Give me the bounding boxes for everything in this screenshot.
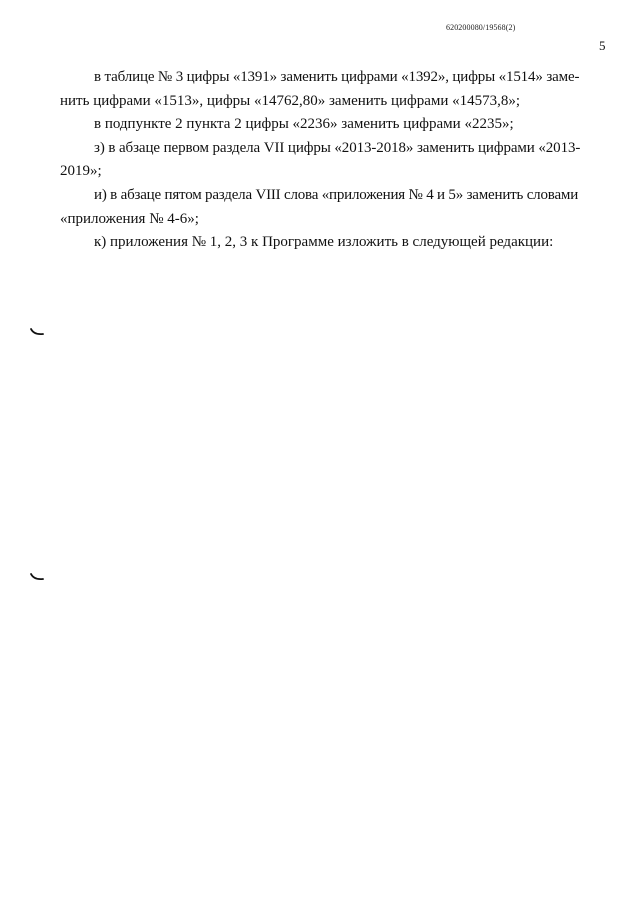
text-line: в подпункте 2 пункта 2 цифры «2236» заменить цифрами «2235»; bbox=[94, 116, 514, 133]
scan-mark-icon bbox=[30, 573, 44, 581]
paragraph bbox=[60, 231, 607, 255]
paragraph bbox=[60, 137, 607, 184]
text-line: 2019»; bbox=[60, 163, 102, 180]
text-line: з) в абзаце первом раздела VII цифры «2013-2018» заменить цифрами «2013- bbox=[94, 139, 581, 156]
scan-mark-icon bbox=[30, 328, 44, 336]
text-line: «приложения № 4-6»; bbox=[60, 210, 199, 227]
paragraph bbox=[60, 184, 607, 231]
text-line: и) в абзаце пятом раздела VIII слова «приложения № 4 и 5» заменить словами bbox=[94, 186, 579, 203]
text-line: нить цифрами «1513», цифры «14762,80» заменить цифрами «14573,8»; bbox=[60, 92, 521, 109]
paragraph bbox=[60, 66, 607, 113]
body-text bbox=[60, 66, 607, 255]
text-line: в таблице № 3 цифры «1391» заменить цифрами «1392», цифры «1514» заме- bbox=[94, 69, 580, 85]
document-code: 620200080/19568(2) bbox=[446, 23, 516, 32]
paragraph bbox=[60, 113, 607, 137]
text-line: к) приложения № 1, 2, 3 к Программе изложить в следующей редакции: bbox=[94, 234, 554, 251]
page-number: 5 bbox=[599, 38, 606, 53]
